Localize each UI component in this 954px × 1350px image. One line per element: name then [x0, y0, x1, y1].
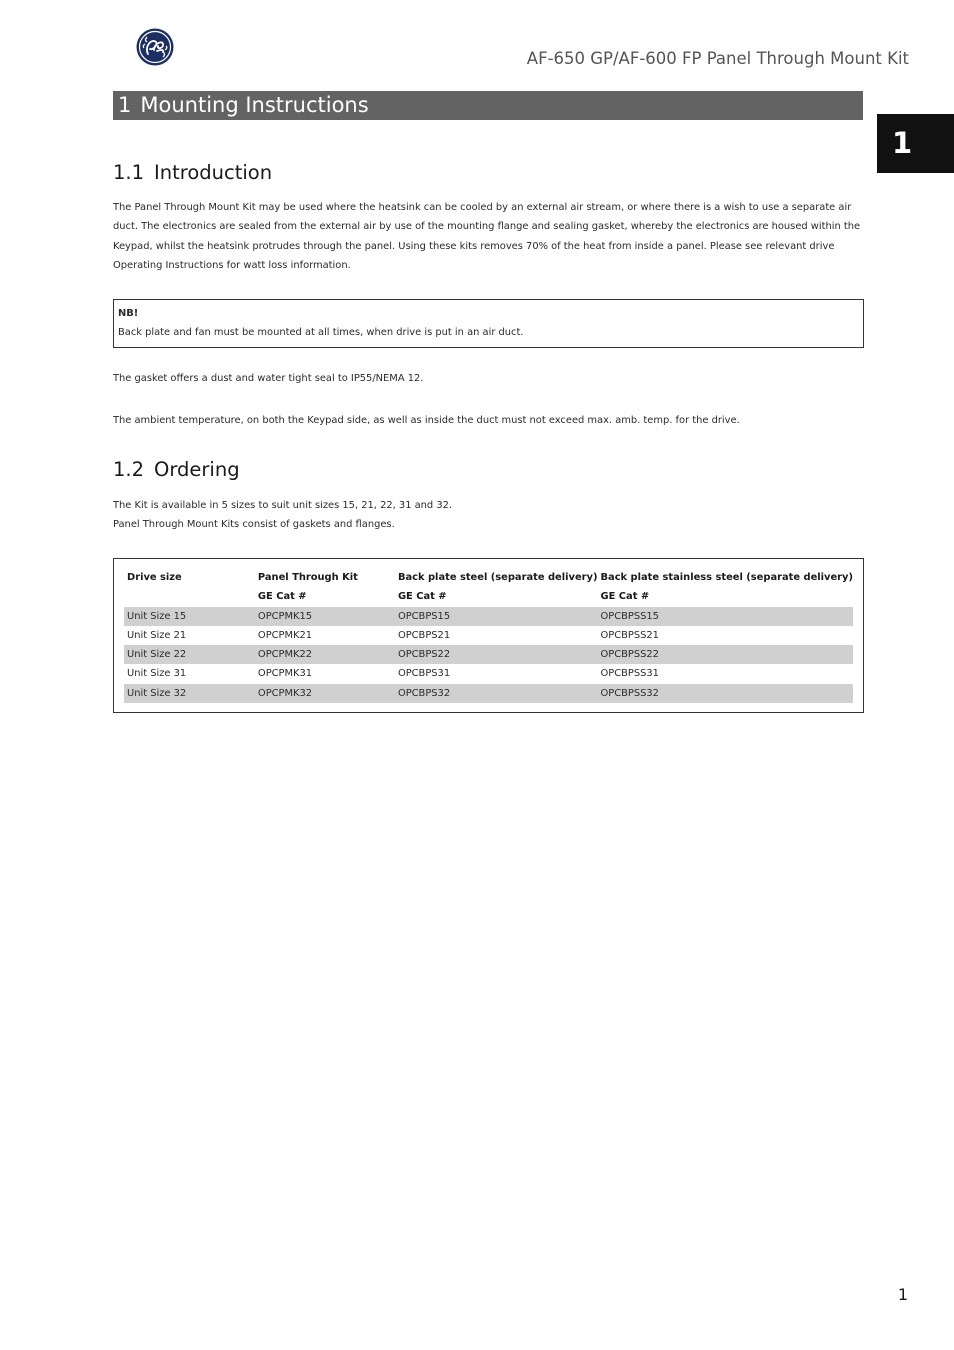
chapter-title: Mounting Instructions	[140, 93, 369, 117]
intro-paragraph: The Panel Through Mount Kit may be used where the heatsink can be cooled by an external air stream, or where there is a wish to use a separate air duct. The electronics are sealed from the external air by use of the mounting flange and sealing gasket, whereby the electronics are housed within the Keypad, whilst the heatsink protrudes through the panel. Using these kits removes 70% of the heat from inside a panel. Please see relevant drive Operating Instructions for watt loss information.	[113, 202, 861, 271]
column-header: Panel Through Kit	[257, 572, 358, 583]
table-header-row	[124, 568, 853, 587]
section-number: 1.2	[113, 458, 145, 481]
table-cell: Unit Size 21	[127, 629, 187, 641]
table-row	[124, 664, 853, 683]
note-box	[113, 299, 864, 348]
section-title: Ordering	[154, 458, 240, 481]
table-row	[124, 607, 853, 626]
column-subheader: GE Cat #	[257, 591, 307, 603]
chapter-number: 1	[118, 93, 132, 117]
column-subheader: GE Cat #	[600, 591, 650, 603]
table-cell: OPCPMK21	[257, 629, 313, 641]
table-row	[124, 684, 853, 703]
document-title: AF-650 GP/AF-600 FP Panel Through Mount Kit	[526, 49, 909, 68]
ambient-paragraph: The ambient temperature, on both the Keypad side, as well as inside the duct must not exceed max. amb. temp. for the drive.	[113, 415, 740, 426]
column-header: Drive size	[127, 572, 182, 583]
table-cell: OPCBPSS15	[598, 607, 854, 626]
section-heading-ordering	[113, 458, 240, 481]
section-heading-introduction	[113, 161, 272, 184]
gasket-paragraph: The gasket offers a dust and water tight seal to IP55/NEMA 12.	[113, 373, 424, 384]
section-number: 1.1	[113, 161, 145, 184]
column-subheader: GE Cat #	[397, 591, 447, 603]
ordering-paragraph	[113, 496, 865, 535]
table-row	[124, 645, 853, 664]
table-cell: OPCBPSS22	[598, 645, 854, 664]
table-cell: OPCBPS22	[395, 645, 598, 664]
table-cell: Unit Size 15	[124, 607, 255, 626]
table-cell: OPCBPS32	[395, 684, 598, 703]
column-subheader	[124, 587, 255, 606]
table-row	[124, 626, 853, 645]
note-label: NB!	[118, 308, 139, 319]
table-cell: OPCBPSS32	[598, 684, 854, 703]
table-cell: OPCBPS31	[397, 668, 451, 680]
table-cell: OPCBPS21	[397, 629, 451, 641]
table-cell: OPCBPSS31	[600, 668, 659, 680]
table-cell: OPCBPS15	[395, 607, 598, 626]
table-cell: OPCPMK15	[255, 607, 395, 626]
table-cell: OPCPMK31	[257, 668, 313, 680]
table-cell: Unit Size 22	[124, 645, 255, 664]
table-cell: Unit Size 31	[127, 668, 187, 680]
ge-logo-icon	[136, 28, 174, 66]
chapter-tab: 1	[877, 114, 954, 173]
table-subheader-row	[124, 587, 853, 606]
ordering-table	[124, 568, 853, 703]
ordering-table-box	[113, 558, 864, 713]
column-header: Back plate steel (separate delivery)	[397, 572, 598, 583]
table-cell: OPCPMK32	[255, 684, 395, 703]
column-header: Back plate stainless steel (separate delivery)	[600, 572, 853, 583]
table-cell: OPCPMK22	[255, 645, 395, 664]
section-title: Introduction	[154, 161, 273, 184]
ordering-line: Panel Through Mount Kits consist of gaskets and flanges.	[113, 519, 395, 531]
ordering-line: The Kit is available in 5 sizes to suit unit sizes 15, 21, 22, 31 and 32.	[113, 500, 453, 511]
note-text: Back plate and fan must be mounted at all times, when drive is put in an air duct.	[118, 327, 524, 338]
table-cell: OPCBPSS21	[600, 629, 659, 641]
table-cell: Unit Size 32	[124, 684, 255, 703]
page-number: 1	[897, 1285, 908, 1304]
chapter-heading	[113, 91, 863, 120]
